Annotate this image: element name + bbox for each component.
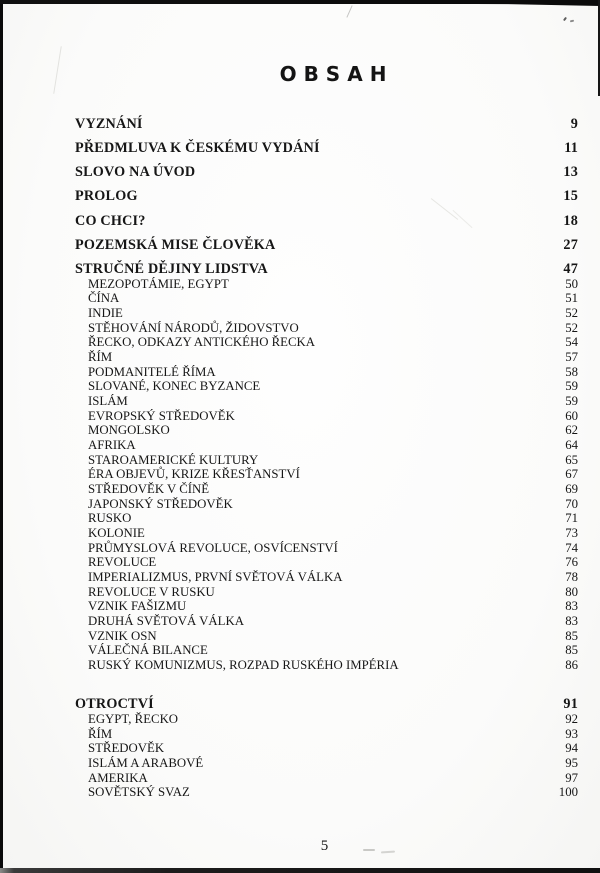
toc-entry-label: REVOLUCE V RUSKU [88, 584, 215, 599]
toc-entry [75, 555, 578, 570]
toc-entry [75, 785, 578, 800]
toc-entry-label: REVOLUCE [88, 555, 157, 570]
toc-entry [75, 771, 578, 786]
toc-entry [75, 277, 578, 292]
toc-entry-page: 76 [565, 555, 578, 570]
toc-entry [75, 585, 578, 600]
toc-entry-label: ÉRA OBJEVŮ, KRIZE KŘESŤANSTVÍ [88, 467, 300, 482]
toc-entry [75, 438, 578, 453]
toc-entry-label: ISLÁM A ARABOVÉ [88, 756, 204, 771]
toc-entry [75, 643, 578, 658]
toc-entry [75, 394, 578, 409]
toc-entry [75, 727, 578, 742]
page-number: 5 [320, 838, 329, 854]
toc-entry-label: STŘEDOVĚK [88, 741, 165, 756]
toc-entry [75, 629, 578, 644]
toc-entry [75, 306, 578, 321]
toc-entry-label: ŘÍM [88, 726, 113, 741]
toc-entry-page: 95 [565, 756, 578, 771]
toc-entry [75, 697, 578, 712]
toc-entry [75, 482, 578, 497]
toc-entry-label: POZEMSKÁ MISE ČLOVĚKA [75, 236, 276, 253]
toc-entry-page: 15 [563, 188, 578, 205]
toc-entry [75, 321, 578, 336]
toc-entry-page: 85 [565, 643, 578, 658]
toc-entry [75, 189, 578, 204]
toc-entry-label: SLOVO NA ÚVOD [75, 164, 196, 181]
toc-entry-label: ČÍNA [88, 291, 120, 306]
toc-entry-label: VZNIK FAŠIZMU [88, 599, 187, 614]
toc-entry-page: 47 [563, 261, 578, 278]
toc-entry-label: MEZOPOTÁMIE, EGYPT [88, 276, 229, 291]
toc-entry [75, 541, 578, 556]
toc-entry-page: 13 [563, 164, 578, 181]
toc-list [75, 107, 578, 800]
toc-entry-label: KOLONIE [88, 525, 145, 540]
toc-entry [75, 570, 578, 585]
toc-entry-page: 65 [565, 452, 578, 467]
toc-entry [75, 712, 578, 727]
toc-entry-page: 85 [565, 628, 578, 643]
toc-entry-label: INDIE [88, 306, 123, 321]
toc-entry [75, 467, 578, 482]
toc-entry-page: 80 [565, 584, 578, 599]
toc-entry-label: ISLÁM [88, 394, 128, 408]
toc-entry-page: 57 [565, 350, 578, 365]
toc-entry-label: EGYPT, ŘECKO [88, 712, 179, 727]
toc-entry-page: 83 [565, 599, 578, 614]
toc-entry-page: 64 [565, 437, 578, 452]
toc-entry-label: RUSKO [88, 511, 132, 526]
toc-entry-label: PODMANITELÉ ŘÍMA [88, 364, 216, 379]
toc-entry-label: JAPONSKÝ STŘEDOVĚK [88, 496, 233, 511]
toc-entry-page: 52 [565, 320, 578, 335]
toc-entry-label: DRUHÁ SVĚTOVÁ VÁLKA [88, 613, 244, 628]
page-title: OBSAH [279, 62, 394, 86]
toc-entry [75, 658, 578, 673]
toc-entry-page: 71 [565, 511, 578, 526]
toc-entry-page: 50 [565, 276, 578, 291]
toc-entry-label: AMERIKA [88, 770, 148, 785]
toc-entry-label: ŘECKO, ODKAZY ANTICKÉHO ŘECKA [88, 335, 316, 350]
toc-entry [75, 741, 578, 756]
toc-entry-page: 54 [565, 335, 578, 350]
toc-entry-label: MONGOLSKO [88, 423, 170, 438]
toc-entry-page: 83 [565, 613, 578, 628]
toc-entry [75, 262, 578, 277]
toc-entry [75, 379, 578, 394]
toc-entry-label: PRŮMYSLOVÁ REVOLUCE, OSVÍCENSTVÍ [88, 540, 338, 555]
toc-entry-page: 78 [565, 569, 578, 584]
toc-entry-page: 18 [563, 212, 578, 229]
toc-entry-page: 62 [565, 423, 578, 438]
toc-entry [75, 350, 578, 365]
toc-entry-page: 91 [563, 696, 578, 713]
toc-entry [75, 365, 578, 380]
toc-entry-label: VZNIK OSN [88, 628, 157, 643]
toc-entry-page: 67 [565, 467, 578, 482]
toc-entry [75, 511, 578, 526]
toc-entry [75, 141, 578, 156]
toc-entry-label: PŘEDMLUVA K ČESKÉMU VYDÁNÍ [75, 139, 320, 156]
scan-artifact [363, 849, 375, 851]
toc-entry-label: RUSKÝ KOMUNIZMUS, ROZPAD RUSKÉHO IMPÉRIA [88, 657, 399, 672]
toc-entry [75, 497, 578, 512]
toc-entry-page: 93 [565, 726, 578, 741]
toc-entry [75, 238, 578, 253]
toc-entry-page: 9 [570, 115, 578, 132]
toc-entry [75, 614, 578, 629]
toc-entry [75, 599, 578, 614]
toc-entry-page: 27 [563, 236, 578, 253]
toc-entry-page: 97 [565, 770, 578, 785]
toc-entry-page: 58 [565, 364, 578, 379]
toc-entry [75, 214, 578, 229]
toc-entry [75, 409, 578, 424]
toc-entry-label: VYZNÁNÍ [75, 115, 143, 132]
book-page [3, 4, 600, 868]
toc-entry-label: IMPERIALIZMUS, PRVNÍ SVĚTOVÁ VÁLKA [88, 569, 343, 584]
toc-entry-page: 94 [565, 741, 578, 756]
toc-entry-page: 51 [565, 291, 578, 306]
toc-entry-label: OTROCTVÍ [75, 696, 154, 713]
toc-entry [75, 526, 578, 541]
toc-entry [75, 165, 578, 180]
toc-entry-label: VÁLEČNÁ BILANCE [88, 643, 208, 658]
toc-entry-page: 92 [565, 712, 578, 727]
toc-entry-page: 11 [564, 139, 578, 156]
toc-entry-page: 74 [565, 540, 578, 555]
toc-entry [75, 756, 578, 771]
toc-entry-label: STAROAMERICKÉ KULTURY [88, 452, 259, 467]
toc-entry-page: 59 [565, 394, 578, 408]
toc-entry-label: SOVĚTSKÝ SVAZ [88, 785, 190, 800]
toc-entry-page: 60 [565, 408, 578, 423]
toc-entry-label: PROLOG [75, 188, 138, 205]
toc-entry [75, 291, 578, 306]
toc-entry-label: CO CHCI? [75, 212, 146, 229]
toc-entry-label: AFRIKA [88, 437, 136, 452]
toc-entry-label: STĚHOVÁNÍ NÁRODŮ, ŽIDOVSTVO [88, 320, 299, 335]
toc-entry-label: ŘÍM [88, 350, 113, 365]
scan-edge-bottom [0, 868, 600, 873]
toc-entry-page: 100 [558, 785, 578, 800]
toc-entry-label: STRUČNÉ DĚJINY LIDSTVA [75, 261, 268, 278]
toc-entry-page: 73 [565, 525, 578, 540]
toc-entry-page: 59 [565, 379, 578, 394]
toc-entry [75, 453, 578, 468]
toc-entry [75, 335, 578, 350]
toc-entry-label: SLOVANÉ, KONEC BYZANCE [88, 379, 261, 394]
toc-entry-label: EVROPSKÝ STŘEDOVĚK [88, 408, 235, 423]
toc-entry-label: STŘEDOVĚK V ČÍNĚ [88, 481, 210, 496]
toc-entry [75, 117, 578, 132]
toc-entry-page: 52 [565, 306, 578, 321]
toc-entry-page: 69 [565, 481, 578, 496]
toc-entry-page: 70 [565, 496, 578, 511]
toc-entry-page: 86 [565, 657, 578, 672]
toc-entry [75, 423, 578, 438]
